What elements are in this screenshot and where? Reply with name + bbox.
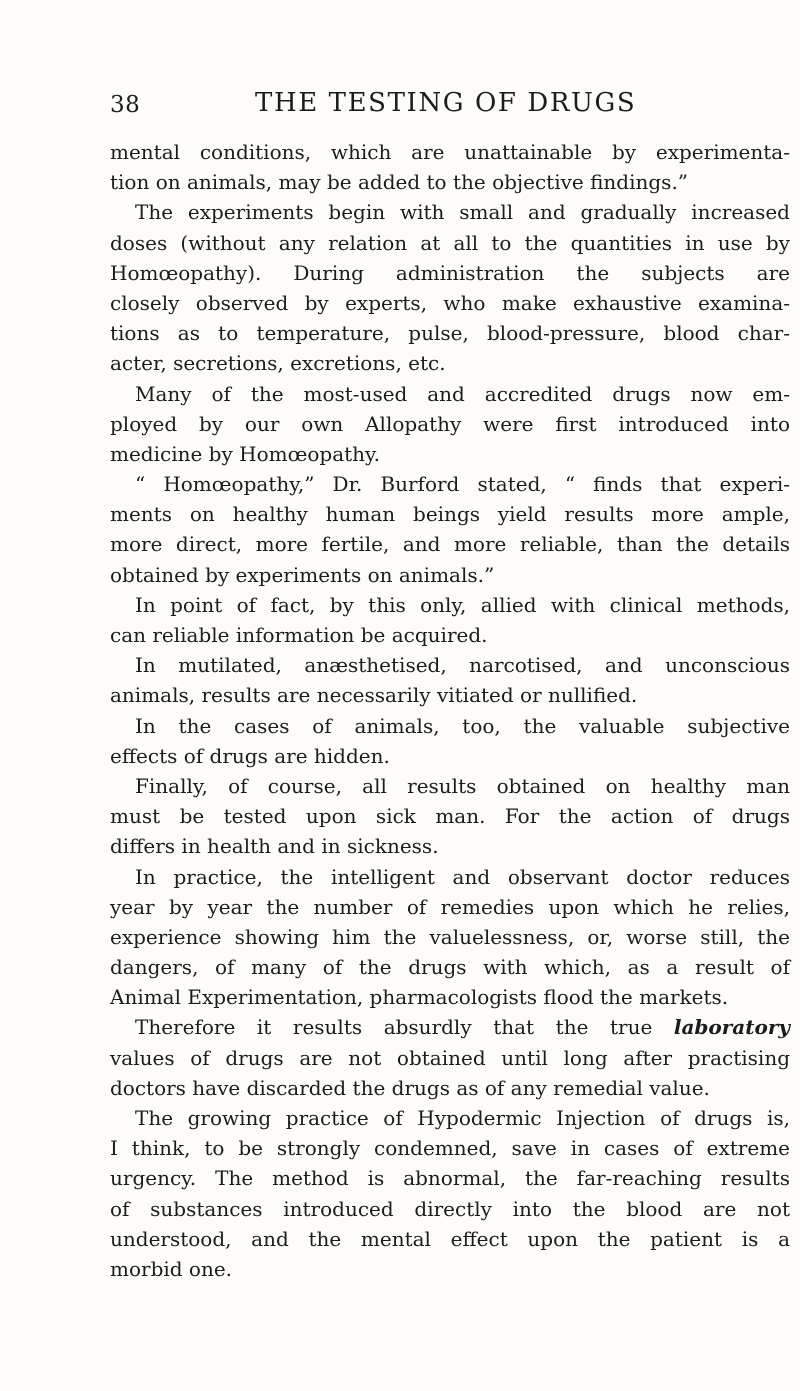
text-line: doctors have discarded the drugs as of any remedial value. bbox=[110, 1075, 710, 1100]
text-line: In point of fact, by this only, allied with clinical methods, bbox=[135, 592, 790, 617]
text-line: differs in health and in sickness. bbox=[110, 834, 439, 859]
page-header bbox=[110, 88, 790, 122]
text-line: acter, secretions, excretions, etc. bbox=[110, 351, 446, 376]
text-line: I think, to be strongly condemned, save in cases of extreme bbox=[110, 1136, 790, 1161]
text-line: animals, results are necessarily vitiated or nullified. bbox=[110, 683, 638, 708]
text-line bbox=[110, 1012, 790, 1042]
text-line-segment: Therefore it results absurdly that the true bbox=[135, 1015, 674, 1040]
text-line: effects of drugs are hidden. bbox=[110, 743, 390, 768]
text-line: “ Homœopathy,” Dr. Burford stated, “ finds that experi- bbox=[135, 472, 790, 497]
text-line: values of drugs are not obtained until long after practising bbox=[110, 1045, 790, 1070]
text-line: doses (without any relation at all to the quantities in use by bbox=[110, 230, 790, 255]
text-line: urgency. The method is abnormal, the far-reaching results bbox=[110, 1166, 790, 1191]
text-line: Animal Experimentation, pharmacologists flood the markets. bbox=[110, 985, 729, 1010]
text-line: understood, and the mental effect upon the patient is a bbox=[110, 1226, 790, 1251]
page-number: 38 bbox=[110, 92, 141, 118]
text-line: Finally, of course, all results obtained on healthy man bbox=[135, 773, 790, 798]
text-line: dangers, of many of the drugs with which, as a result of bbox=[110, 955, 790, 980]
text-line: year by year the number of remedies upon which he relies, bbox=[110, 894, 790, 919]
text-line: medicine by Homœopathy. bbox=[110, 441, 381, 466]
text-line: In mutilated, anæsthetised, narcotised, and unconscious bbox=[135, 653, 790, 678]
text-line: ments on healthy human beings yield results more ample, bbox=[110, 502, 790, 527]
text-line: must be tested upon sick man. For the action of drugs bbox=[110, 804, 790, 829]
text-line: Homœopathy). During administration the subjects are bbox=[110, 260, 790, 285]
text-line: In practice, the intelligent and observant doctor reduces bbox=[135, 864, 790, 889]
text-line: more direct, more fertile, and more reliable, than the details bbox=[110, 532, 790, 557]
text-line: tion on animals, may be added to the objective findings.” bbox=[110, 170, 689, 195]
text-line: The experiments begin with small and gradually increased bbox=[135, 200, 790, 225]
text-line: obtained by experiments on animals.” bbox=[110, 562, 495, 587]
text-line: Many of the most-used and accredited drugs now em- bbox=[135, 381, 790, 406]
text-line: morbid one. bbox=[110, 1256, 233, 1281]
text-line: can reliable information be acquired. bbox=[110, 623, 488, 647]
text-line: In the cases of animals, too, the valuable subjective bbox=[135, 713, 790, 738]
text-line: The growing practice of Hypodermic Injection of drugs is, bbox=[135, 1106, 790, 1130]
text-line: experience showing him the valuelessness, or, worse still, the bbox=[110, 924, 790, 949]
text-line: tions as to temperature, pulse, blood-pressure, blood char- bbox=[110, 321, 790, 346]
running-head: THE TESTING OF DRUGS bbox=[255, 88, 637, 118]
body-text bbox=[110, 137, 790, 1284]
text-line: ployed by our own Allopathy were first introduced into bbox=[110, 411, 790, 436]
text-line: mental conditions, which are unattainable by experimenta- bbox=[110, 140, 790, 164]
text-line: of substances introduced directly into the blood are not bbox=[110, 1196, 790, 1221]
text-line: closely observed by experts, who make exhaustive examina- bbox=[110, 290, 790, 315]
emphasized-word: laboratory bbox=[673, 1015, 790, 1040]
